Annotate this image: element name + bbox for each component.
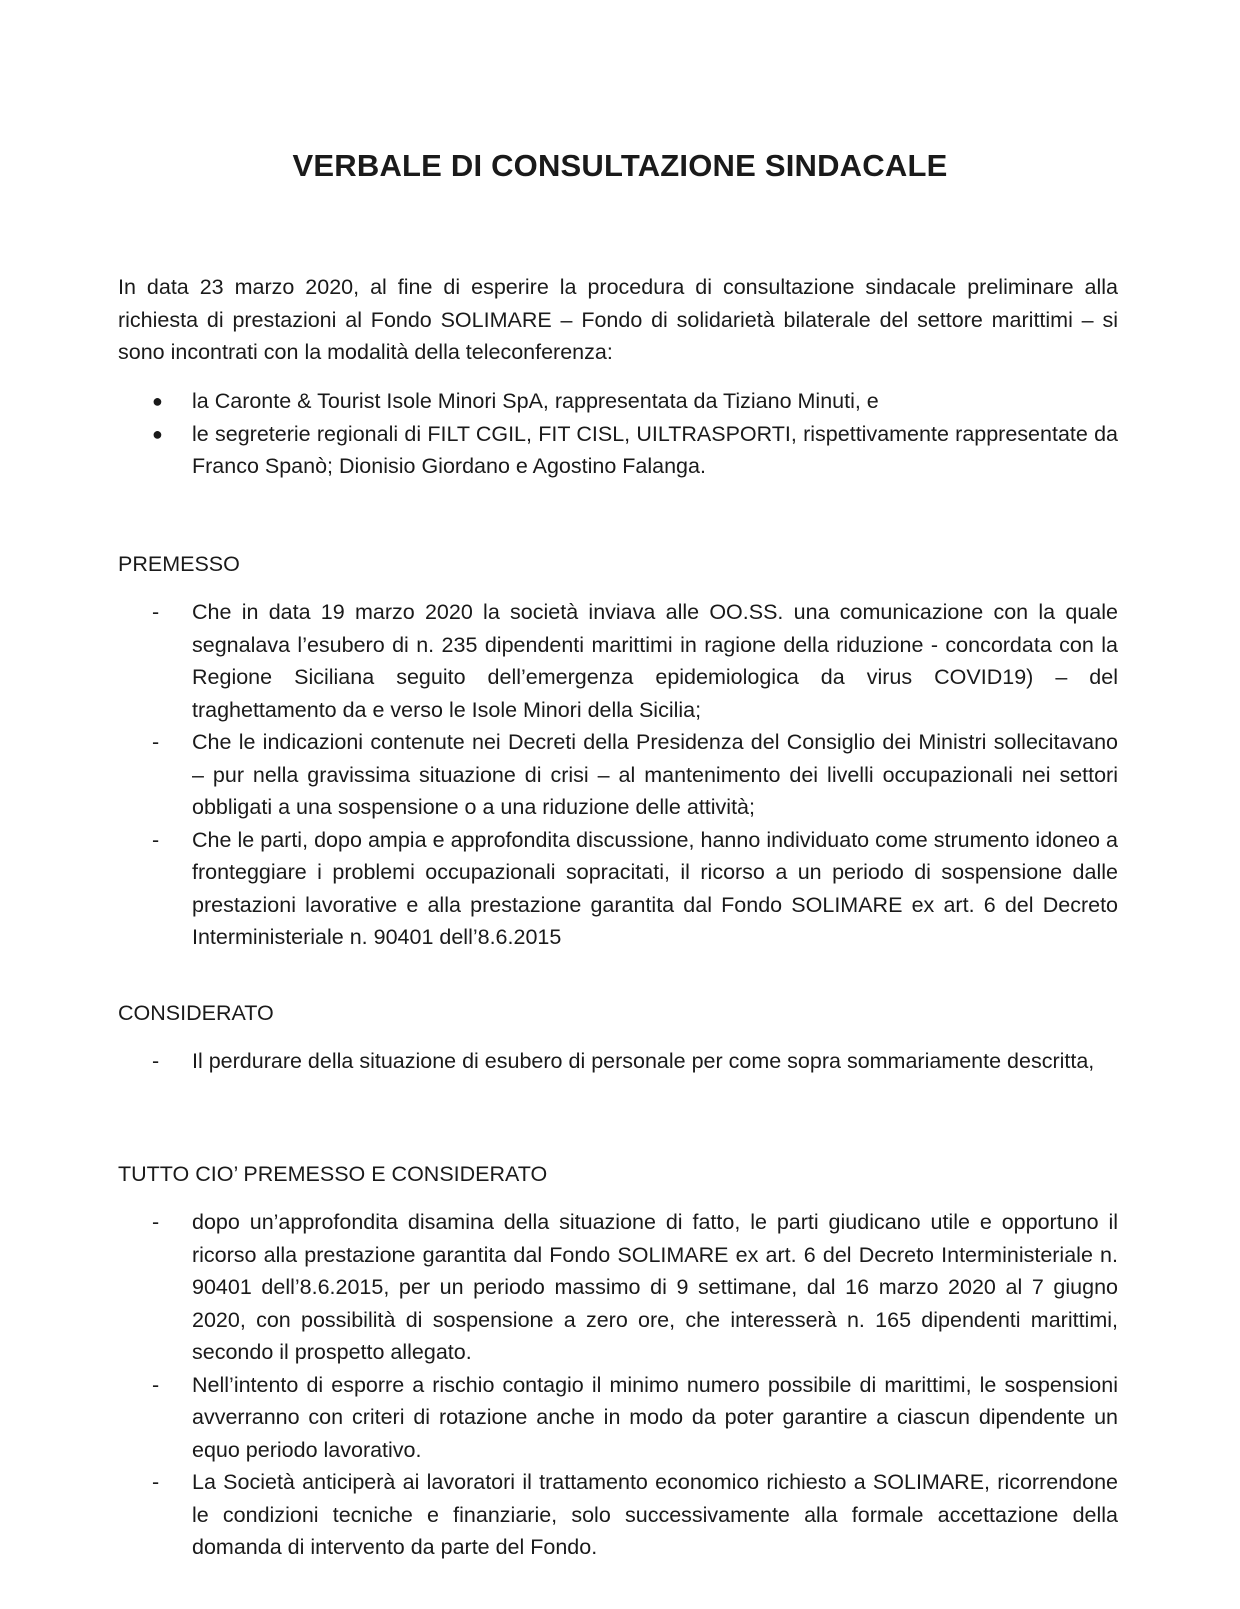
dash-marker: - <box>152 827 160 852</box>
section-heading-premesso: PREMESSO <box>118 552 240 576</box>
tutto-cio-list <box>118 1206 1118 1564</box>
list-item: - La Società anticiperà ai lavoratori il trattamento economico richiesto a SOLIMARE, ricorrendone le condizioni tecniche e finanziarie, solo successivamente alla formale accettazione della domanda di intervento da parte del Fondo. <box>118 1466 1118 1564</box>
list-item: - Il perdurare della situazione di esubero di personale per come sopra sommariamente descritta, <box>118 1045 1118 1078</box>
section-heading-considerato: CONSIDERATO <box>118 1001 274 1025</box>
list-item: - Nell’intento di esporre a rischio contagio il minimo numero possibile di marittimi, le sospensioni avverranno con criteri di rotazione anche in modo da poter garantire a ciascun dipendente un equo periodo lavorativo. <box>118 1369 1118 1467</box>
dash-marker: - <box>152 600 160 624</box>
parties-list <box>118 385 1118 483</box>
considerato-list <box>118 1045 1118 1078</box>
dash-marker: - <box>152 1470 160 1494</box>
list-item: ● le segreterie regionali di FILT CGIL, FIT CISL, UILTRASPORTI, rispettivamente rappresentate da Franco Spanò; Dionisio Giordano e Agostino Falanga. <box>118 418 1118 483</box>
dash-marker: - <box>152 1049 160 1073</box>
list-item: ● la Caronte & Tourist Isole Minori SpA, rappresentata da Tiziano Minuti, e <box>118 385 1118 418</box>
dash-marker: - <box>152 1210 160 1234</box>
dash-marker: - <box>152 1372 160 1397</box>
document-title: VERBALE DI CONSULTAZIONE SINDACALE <box>292 148 948 183</box>
bullet-icon: ● <box>152 391 163 411</box>
dash-marker: - <box>152 730 160 754</box>
list-item: - Che le indicazioni contenute nei Decreti della Presidenza del Consiglio dei Ministri sollecitavano – pur nella gravissima situazione di crisi – al mantenimento dei livelli occupazionali nei settori obbligati a una sospensione o a una riduzione delle attività; <box>118 726 1118 824</box>
list-item: - dopo un’approfondita disamina della situazione di fatto, le parti giudicano utile e opportuno il ricorso alla prestazione garantita dal Fondo SOLIMARE ex art. 6 del Decreto Interministeriale n. 90401 dell’8.6.2015, per un periodo massimo di 9 settimane, dal 16 marzo 2020 al 7 giugno 2020, con possibilità di sospensione a zero ore, che interesserà n. 165 dipendenti marittimi, secondo il prospetto allegato. <box>118 1206 1118 1369</box>
premesso-list <box>118 596 1118 954</box>
bullet-icon: ● <box>152 423 163 444</box>
list-item: - Che le parti, dopo ampia e approfondita discussione, hanno individuato come strumento idoneo a fronteggiare i problemi occupazionali sopracitati, il ricorso a un periodo di sospensione dalle prestazioni lavorative e alla prestazione garantita dal Fondo SOLIMARE ex art. 6 del Decreto Interministeriale n. 90401 dell’8.6.2015 <box>118 824 1118 954</box>
list-item: - Che in data 19 marzo 2020 la società inviava alle OO.SS. una comunicazione con la quale segnalava l’esubero di n. 235 dipendenti marittimi in ragione della riduzione - concordata con la Regione Siciliana seguito dell’emergenza epidemiologica da virus COVID19) – del traghettamento da e verso le Isole Minori della Sicilia; <box>118 596 1118 726</box>
section-heading-tutto-cio: TUTTO CIO’ PREMESSO E CONSIDERATO <box>118 1162 548 1186</box>
intro-paragraph: In data 23 marzo 2020, al fine di esperire la procedura di consultazione sindacale preliminare alla richiesta di prestazioni al Fondo SOLIMARE – Fondo di solidarietà bilaterale del settore marittimi – si sono incontrati con la modalità della teleconferenza: <box>118 275 1118 364</box>
